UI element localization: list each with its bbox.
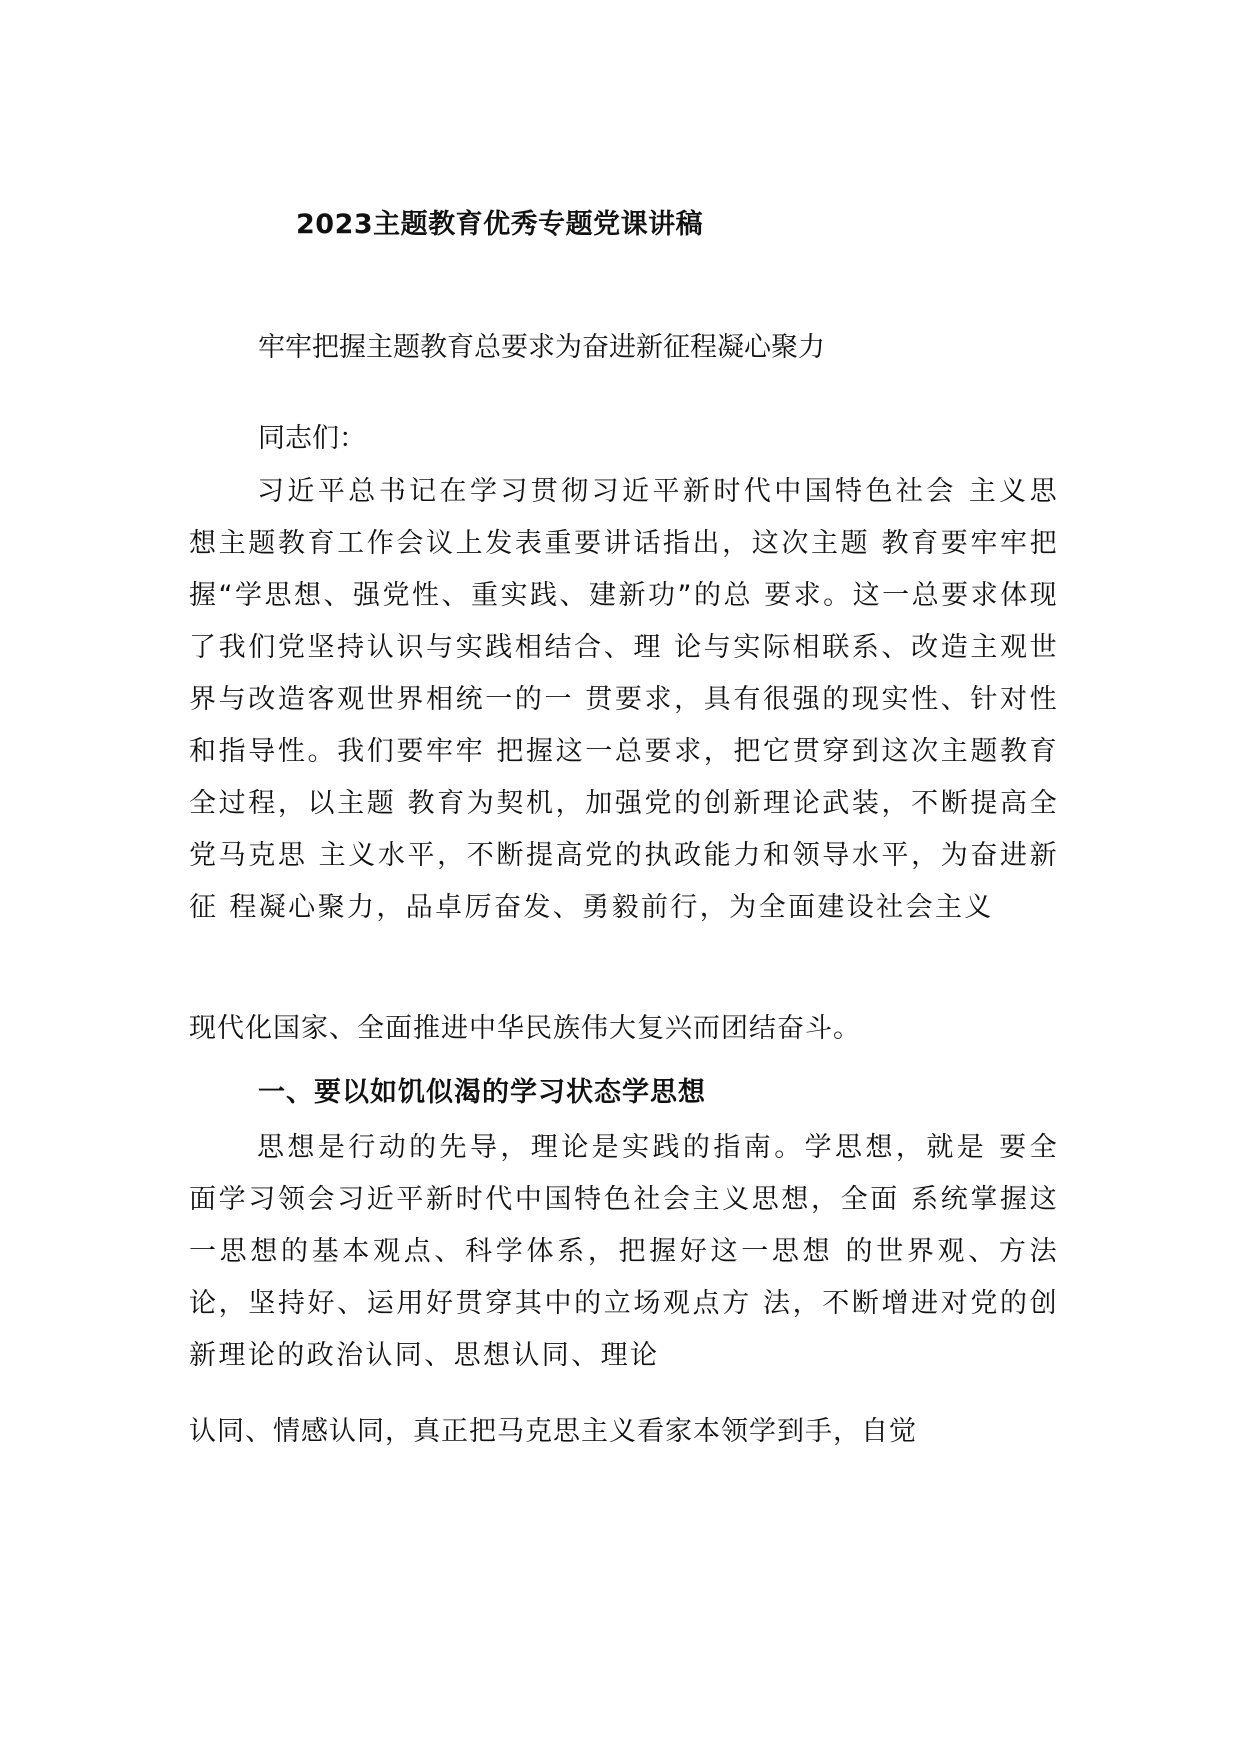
- body-paragraph: 习近平总书记在学习贯彻习近平新时代中国特色社会 主义思想主题教育工作会议上发表重要讲话指出，这次主题 教育要牢牢把握“学思想、强党性、重实践、建新功”的总 要求。这一总要求体现了我们党坚持认识与实践相结合、理 论与实际相联系、改造主观世界与改造客观世界相统一的一 贯要求，具有很强的现实性、针对性和指导性。我们要牢牢 把握这一总要求，把它贯穿到这次主题教育全过程，以主题 教育为契机，加强党的创新理论武装，不断提高全党马克思 主义水平，不断提高党的执政能力和领导水平，为奋进新征 程凝心聚力，品卓厉奋发、勇毅前行，为全面建设社会主义: [189, 476, 1059, 923]
- document-title: 2023主题教育优秀专题党课讲稿: [296, 209, 704, 240]
- document-subtitle: 牢牢把握主题教育总要求为奋进新征程凝心聚力: [258, 332, 825, 363]
- greeting: 同志们：: [258, 423, 366, 454]
- section-heading: 一、要以如饥似渴的学习状态学思想: [258, 1077, 706, 1108]
- body-paragraph: 认同、情感认同，真正把马克思主义看家本领学到手，自觉: [189, 1416, 917, 1447]
- body-paragraph: 现代化国家、全面推进中华民族伟大复兴而团结奋斗。: [189, 1013, 861, 1044]
- body-paragraph: 思想是行动的先导，理论是实践的指南。学思想，就是 要全面学习领会习近平新时代中国特色社会主义思想，全面 系统掌握这一思想的基本观点、科学体系，把握好这一思想 的世界观、方法论，坚持好、运用好贯穿其中的立场观点方 法，不断增进对党的创新理论的政治认同、思想认同、理论: [189, 1132, 1059, 1371]
